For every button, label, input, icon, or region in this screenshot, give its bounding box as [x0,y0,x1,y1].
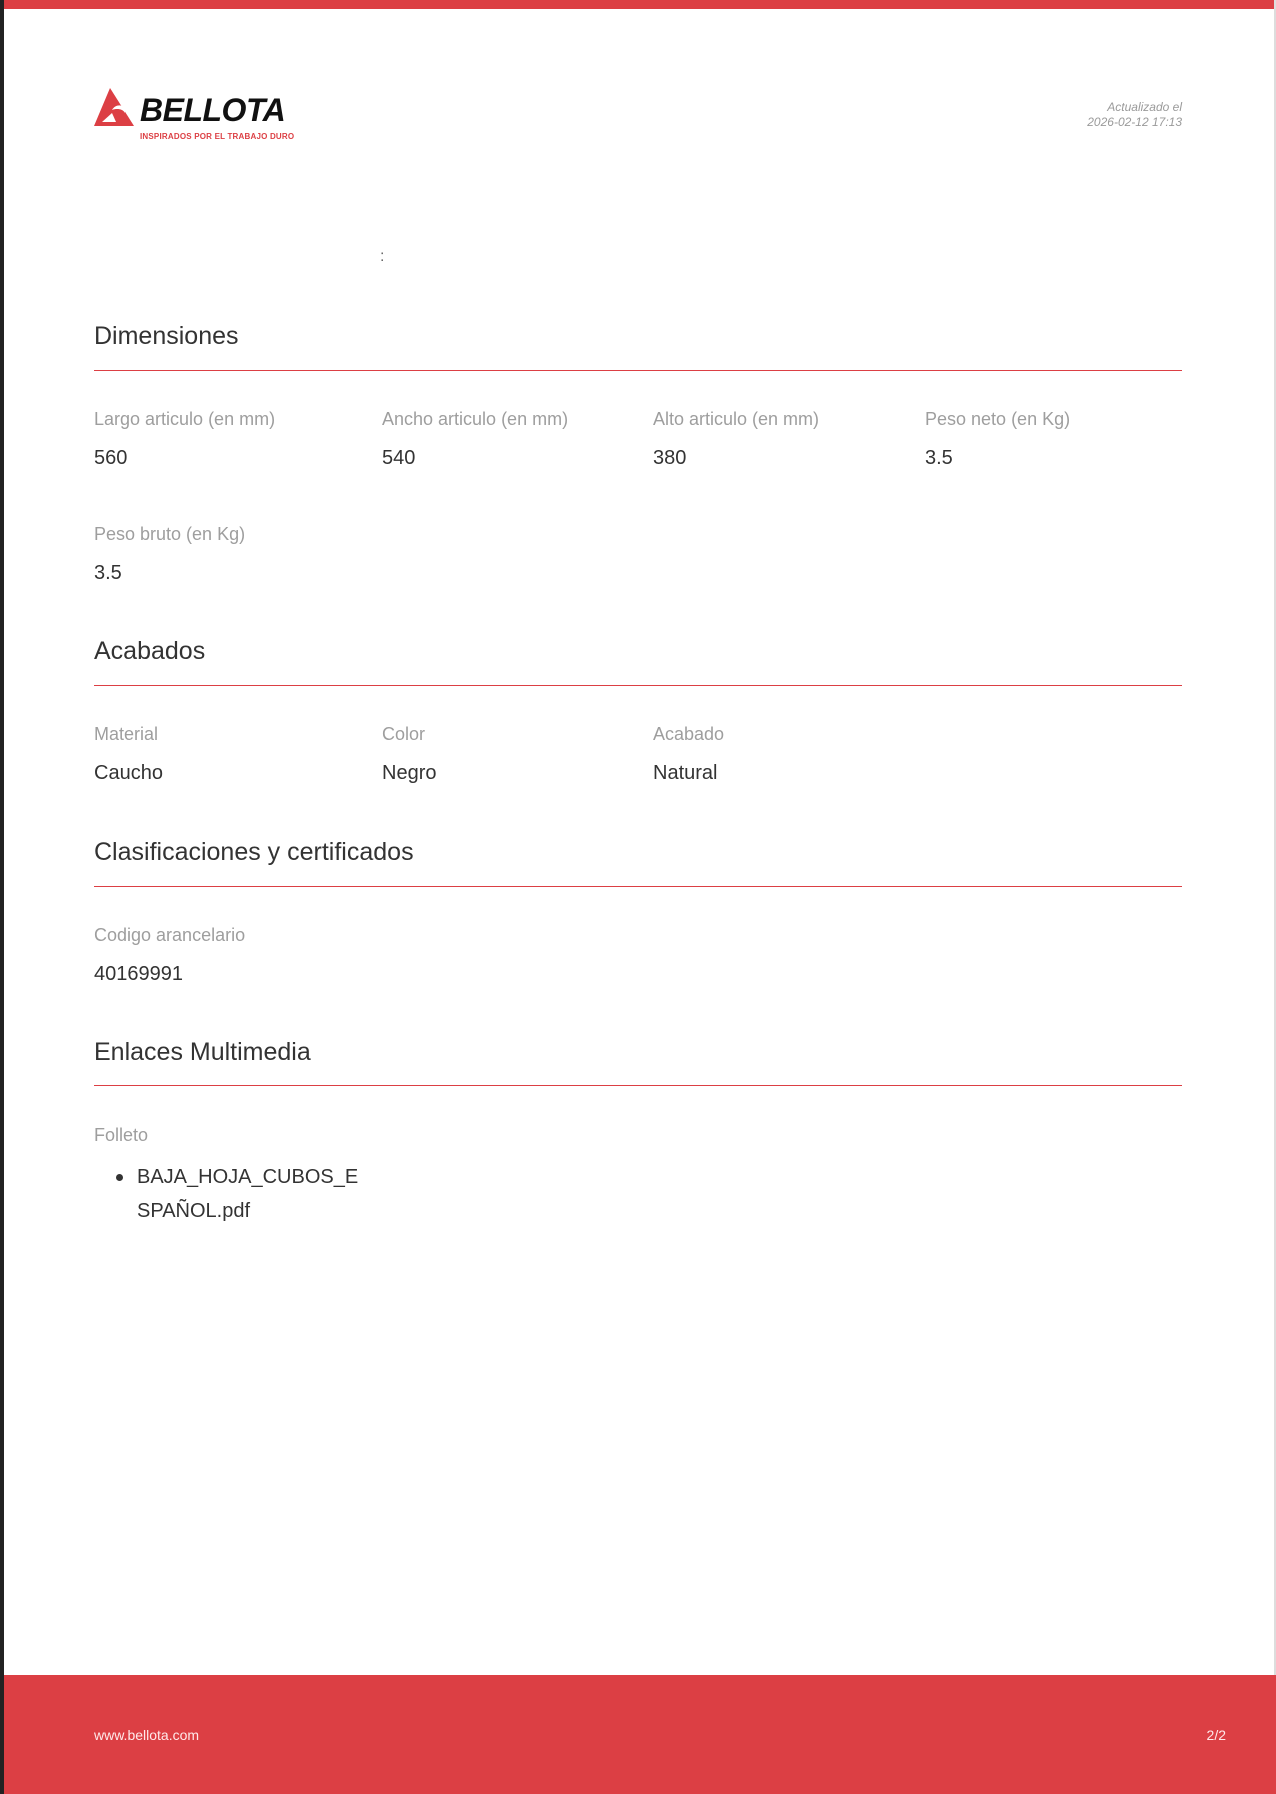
field-value: 540 [382,447,416,469]
section-rule [94,370,1182,371]
field-label: Folleto [94,1125,149,1145]
bullet-icon [116,1174,123,1181]
field-largo [94,409,275,470]
field-value: 3.5 [94,562,122,584]
brand-name: BELLOTA [140,92,286,128]
field-material [94,724,163,785]
page-footer [4,1675,1276,1794]
field-peso-bruto [94,524,245,585]
field-acabado [653,724,724,785]
field-label: Codigo arancelario [94,925,246,945]
section-title-acabados: Acabados [94,637,206,665]
field-codigo-arancelario [94,925,245,986]
updated-label: Actualizado el [1107,100,1182,114]
bellota-logo [94,86,295,146]
field-label: Material [94,724,159,744]
bellota-logo-icon [94,86,138,128]
field-value: Caucho [94,762,163,784]
field-color [382,724,436,785]
section-title-dimensiones: Dimensiones [94,322,239,350]
field-label: Largo articulo (en mm) [94,409,276,429]
top-accent-bar [0,0,1276,9]
section-rule [94,685,1182,686]
section-title-clasificaciones: Clasificaciones y certificados [94,838,414,866]
page-edge-left [0,0,4,1794]
field-folleto [94,1125,148,1146]
field-label: Acabado [653,724,725,744]
header-separator: : [380,248,385,265]
section-rule [94,1085,1182,1086]
field-alto [653,409,819,470]
folleto-file-link[interactable] [116,1160,366,1228]
footer-page-number: 2/2 [1206,1727,1226,1743]
footer-website-link[interactable]: www.bellota.com [94,1727,200,1743]
field-label: Peso bruto (en Kg) [94,524,246,544]
brand-tagline: INSPIRADOS POR EL TRABAJO DURO [140,132,295,141]
folleto-file-name[interactable]: BAJA_HOJA_CUBOS_ESPAÑOL.pdf [137,1166,359,1222]
field-peso-neto [925,409,1070,470]
section-rule [94,886,1182,887]
field-value: Negro [382,762,437,784]
field-label: Ancho articulo (en mm) [382,409,569,429]
field-label: Color [382,724,426,744]
updated-info [1087,100,1182,130]
field-value: 380 [653,447,687,469]
updated-date: 2026-02-12 17:13 [1087,115,1182,129]
field-value: 560 [94,447,128,469]
field-label: Peso neto (en Kg) [925,409,1071,429]
field-value: 40169991 [94,963,183,985]
field-ancho [382,409,568,470]
field-value: Natural [653,762,718,784]
section-title-multimedia: Enlaces Multimedia [94,1038,311,1066]
field-label: Alto articulo (en mm) [653,409,820,429]
field-value: 3.5 [925,447,953,469]
